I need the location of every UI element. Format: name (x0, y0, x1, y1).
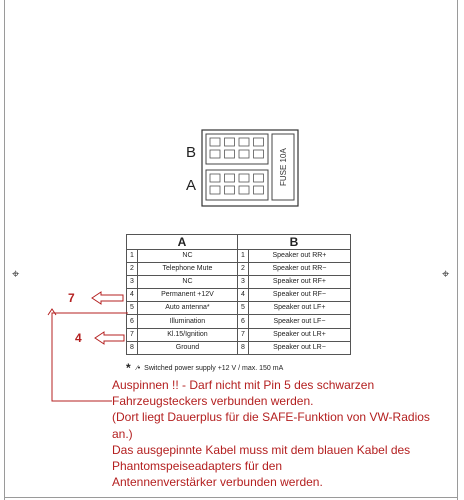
pin-b-function: Speaker out LR+ (248, 328, 350, 341)
pin-a-number: 1 (127, 250, 138, 263)
iso-connector-diagram (180, 128, 300, 208)
pin-b-number: 3 (237, 276, 248, 289)
connector-block-b (206, 134, 268, 164)
table-header-a: A (127, 235, 238, 250)
pin-a-function: NC (138, 250, 238, 263)
footnote-star: * (126, 361, 131, 375)
note-line: (Dort liegt Dauerplus für die SAFE-Funktion von VW-Radios (112, 410, 430, 425)
pin-cavity (210, 174, 220, 182)
pin-b-number: 1 (237, 250, 248, 263)
page-border-right (457, 0, 458, 500)
table-header-b: B (237, 235, 350, 250)
pin-cavity (210, 186, 220, 194)
pin-assignment-table (126, 234, 351, 355)
pin-b-number: 7 (237, 328, 248, 341)
fuse-label: FUSE 10A (279, 148, 288, 186)
pin-a-function: Illumination (138, 315, 238, 328)
pin-b-function: Speaker out RR+ (248, 250, 350, 263)
pin-a-number: 4 (127, 289, 138, 302)
row-label-a: A (186, 177, 197, 194)
table-row (127, 276, 351, 289)
pin-b-number: 6 (237, 315, 248, 328)
pin-a-number: 3 (127, 276, 138, 289)
pin-cavity (225, 174, 235, 182)
pin-cavity (254, 174, 264, 182)
table-row (127, 328, 351, 341)
pin-b-function: Speaker out RF− (248, 289, 350, 302)
pin-cavity (225, 150, 235, 158)
registration-mark-left-icon: ⌖ (12, 266, 20, 281)
pin-b-number: 5 (237, 302, 248, 315)
pin-cavity (210, 150, 220, 158)
pin-b-number: 4 (237, 289, 248, 302)
pin-a-number: 2 (127, 263, 138, 276)
footnote-text: Switched power supply +12 V / max. 150 mA (144, 364, 284, 372)
pin-b-function: Speaker out RR− (248, 263, 350, 276)
pin-cavity (239, 186, 249, 194)
pin-a-function: NC (138, 276, 238, 289)
pin-cavity (254, 138, 264, 146)
arrow-to-pin-7-icon (95, 332, 124, 344)
note-line: Fahrzeugsteckers verbunden werden. (112, 394, 314, 409)
pin-cavity (254, 186, 264, 194)
table-row (127, 315, 351, 328)
note-line: Phantomspeiseadapters für den (112, 459, 283, 474)
pin-b-function: Speaker out LR− (248, 341, 350, 354)
pin-cavity (239, 150, 249, 158)
pin-b-function: Speaker out LF− (248, 315, 350, 328)
pin-a-function: Permanent +12V (138, 289, 238, 302)
connector-block-a (206, 170, 268, 200)
note-line: Auspinnen !! - Darf nicht mit Pin 5 des schwarzen (112, 378, 375, 392)
pin-cavity (239, 138, 249, 146)
pin-cavity (225, 186, 235, 194)
pin-a-function: Ground (138, 341, 238, 354)
table-row (127, 263, 351, 276)
table-header-row (127, 235, 351, 250)
leader-arrowhead-icon (48, 309, 56, 315)
table-row (127, 302, 351, 315)
table-row (127, 341, 351, 354)
pin-cavity (239, 174, 249, 182)
pin-cavity (254, 150, 264, 158)
switch-symbol-icon: ∕• (136, 364, 143, 372)
note-line: an.) (112, 426, 133, 441)
pin-cavity (210, 138, 220, 146)
registration-mark-right-icon: ⌖ (442, 266, 450, 281)
pin-b-number: 8 (237, 341, 248, 354)
page-border-left (4, 0, 5, 500)
callout-number-7: 7 (68, 291, 75, 305)
pin-a-number: 7 (127, 328, 138, 341)
table-row (127, 289, 351, 302)
pin-a-number: 8 (127, 341, 138, 354)
pin-b-function: Speaker out LF+ (248, 302, 350, 315)
note-line: Antennenverstärker verbunden werden. (112, 475, 323, 490)
pin-a-number: 5 (127, 302, 138, 315)
table-row (127, 250, 351, 263)
pin-cavity (225, 138, 235, 146)
row-label-b: B (186, 144, 197, 161)
pin-a-function: Kl.15/Ignition (138, 328, 238, 341)
note-line: Das ausgepinnte Kabel muss mit dem blauen Kabel des (112, 442, 411, 457)
arrow-to-pin-4-icon (92, 292, 123, 304)
rewiring-note (112, 377, 457, 490)
switched-supply-footnote (126, 361, 283, 375)
page-border-bottom (4, 497, 458, 498)
pin-b-number: 2 (237, 263, 248, 276)
callout-number-4: 4 (75, 331, 82, 345)
pin-a-number: 6 (127, 315, 138, 328)
pin-a-function: Auto antenna* (138, 302, 238, 315)
pin-a-function: Telephone Mute (138, 263, 238, 276)
pin-b-function: Speaker out RF+ (248, 276, 350, 289)
